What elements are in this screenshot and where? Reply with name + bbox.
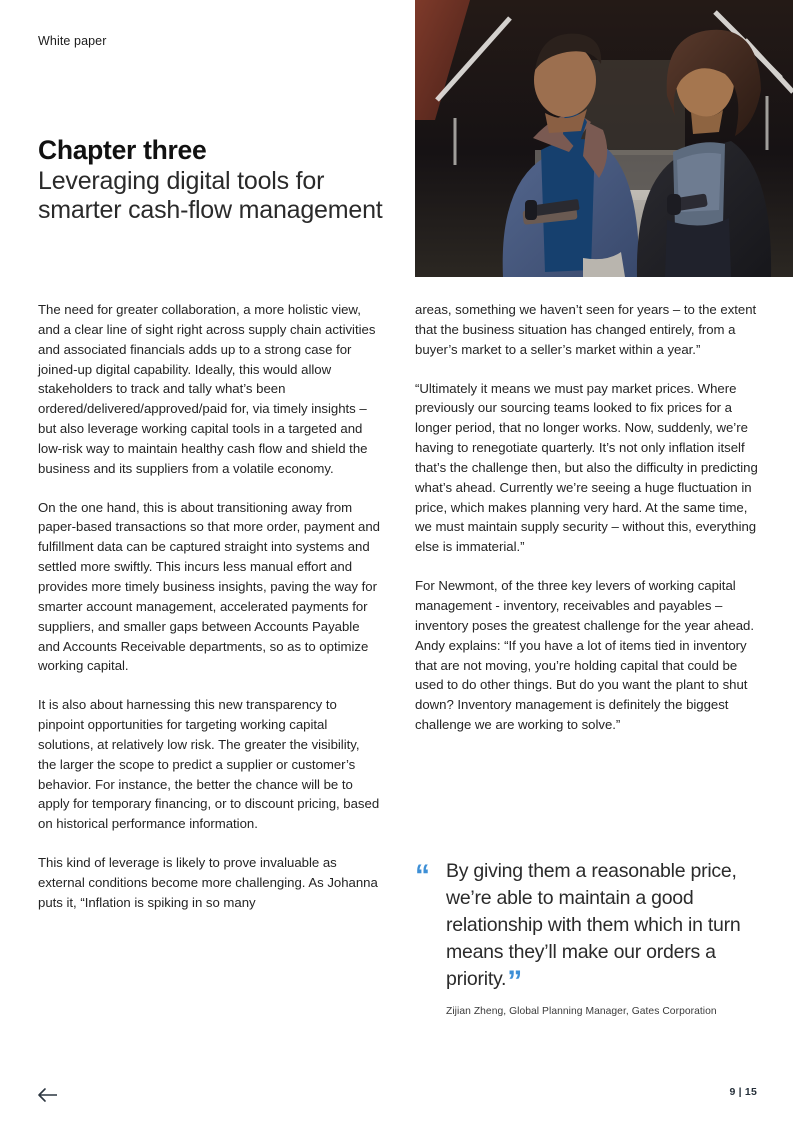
body-column-right	[415, 300, 760, 754]
paragraph: areas, something we haven’t seen for years – to the extent that the business situation has changed entirely, from a buyer’s market to a seller’s market within a year.”	[415, 302, 757, 357]
arrow-left-icon	[36, 1087, 58, 1103]
paragraph: “Ultimately it means we must pay market prices. Where previously our sourcing teams looked to fix prices for a longer period, that no longer works. Now, suddenly, we’re having to renegotiate quarterly. It’s not only inflation itself that’s the challenge then, but also the difficulty in predicting what’s ahead. Currently we’re seeing a huge fluctuation in price, which makes planning very hard. At the same time, we must maintain supply security – without this, everything else is immaterial.”	[415, 380, 758, 555]
pull-quote	[415, 858, 765, 1017]
paragraph: The need for greater collaboration, a more holistic view, and a clear line of sight right across supply chain activities and associated financials adds up to a strong case for joined-up digital capability. Ideally, this would allow stakeholders to track and tally what’s been ordered/delivered/approved/paid for, via timely insights – but also leverage working capital tools in a targeted and low-risk way to maintain healthy cash flow and shield the business and its suppliers from a volatile economy.	[38, 302, 376, 476]
body-column-left	[38, 300, 380, 932]
pull-quote-attribution: Zijian Zheng, Global Planning Manager, Gates Corporation	[446, 1006, 717, 1017]
paragraph: This kind of leverage is likely to prove invaluable as external conditions become more challenging. As Johanna puts it, “Inflation is spiking in so many	[38, 855, 378, 910]
back-button[interactable]	[36, 1084, 64, 1106]
hero-photo	[415, 0, 793, 277]
paragraph: On the one hand, this is about transitioning away from paper-based transactions so that more order, payment and fulfillment data can be captured straight into systems and settled more swiftly. This incurs less manual effort and provides more timely business insights, paving the way for smarter account management, accelerated payments for suppliers, and smaller gaps between Accounts Payable and Accounts Receivable departments, so as to optimize working capital.	[38, 499, 380, 674]
pull-quote-text: By giving them a reasonable price, we’re able to maintain a good relationship with them which in turn means they’ll make our orders a priority.	[446, 860, 741, 990]
pull-quote-text-block	[415, 858, 765, 998]
hero-photo-illustration	[415, 0, 793, 277]
quote-open-icon: “	[415, 859, 429, 892]
chapter-title: Leveraging digital tools for smarter cash-flow management	[38, 166, 383, 225]
quote-close-icon: ”	[507, 965, 522, 998]
page-number: 9 | 15	[729, 1086, 757, 1098]
paragraph: For Newmont, of the three key levers of working capital management - inventory, receivables and payables – inventory poses the greatest challenge for the year ahead. Andy explains: “If you have a lot of items tied in inventory that are not moving, you’re holding capital that could be used to do other things. But do you want the plant to shut down? Inventory management is definitely the biggest challenge we are working to solve.”	[415, 578, 755, 733]
chapter-kicker: Chapter three	[38, 135, 207, 165]
chapter-heading	[38, 136, 388, 226]
paragraph: It is also about harnessing this new transparency to pinpoint opportunities for targeting working capital solutions, at relatively low risk. The greater the visibility, the larger the scope to predict a supplier or customer’s behavior. For instance, the better the chance will be to apply for temporary financing, or to discount pricing, based on historical performance information.	[38, 697, 380, 832]
document-type-label: White paper	[38, 34, 107, 48]
